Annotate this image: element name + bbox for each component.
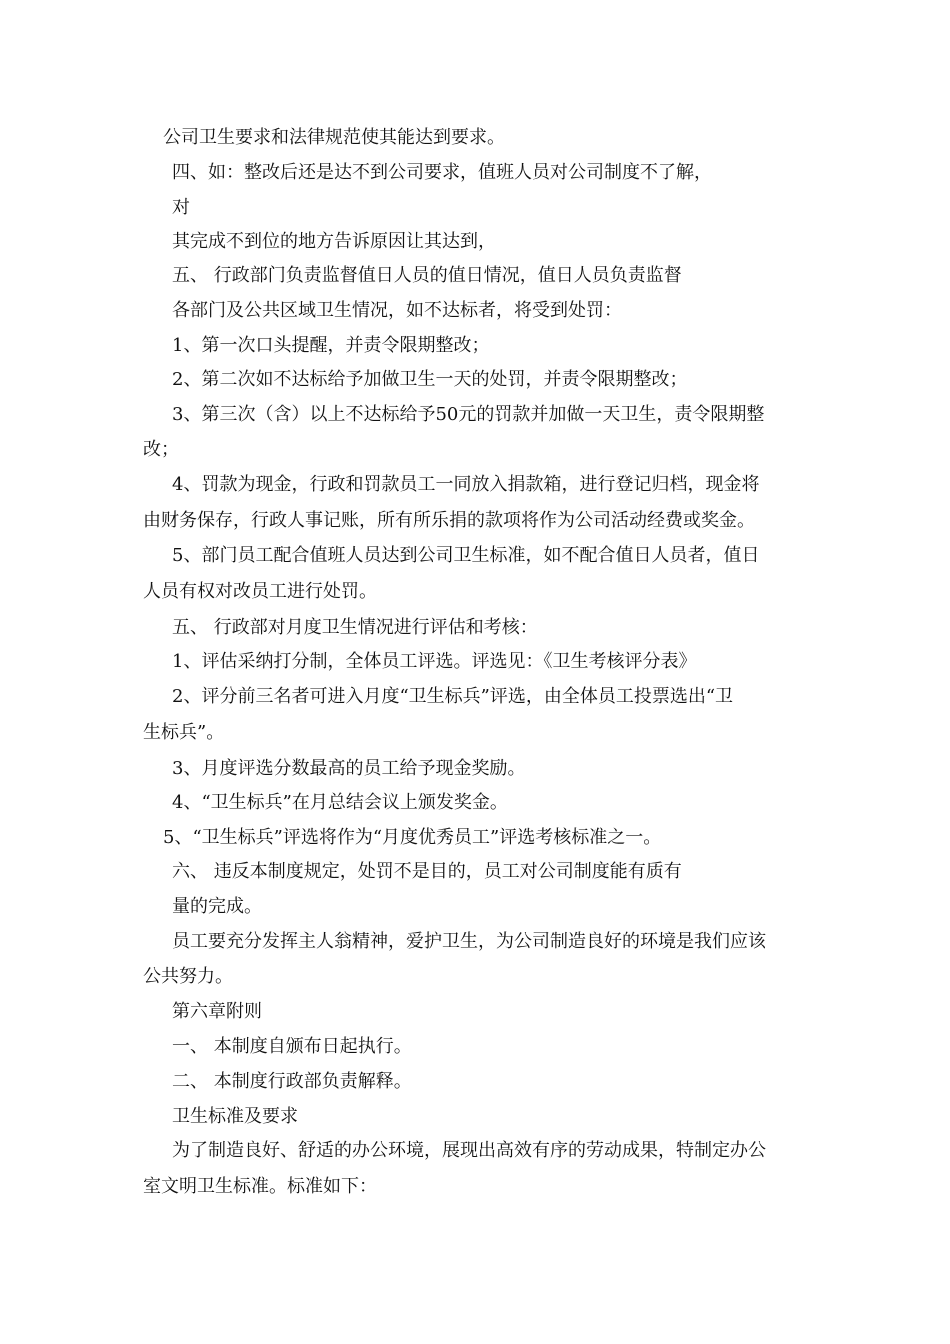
text-line: 室文明卫生标准。标准如下： xyxy=(143,1176,377,1197)
text-line: 四、如：整改后还是达不到公司要求，值班人员对公司制度不了解， xyxy=(172,162,712,183)
text-line: 五、 行政部门负责监督值日人员的值日情况，值日人员负责监督 xyxy=(172,265,682,286)
text-line: 3、第三次（含）以上不达标给予50元的罚款并加做一天卫生，责令限期整 xyxy=(172,404,765,425)
text-line: 人员有权对改员工进行处罚。 xyxy=(143,581,377,602)
text-line: 量的完成。 xyxy=(172,896,262,917)
text-line: 1、第一次口头提醒，并责令限期整改； xyxy=(172,335,490,356)
text-line: 公司卫生要求和法律规范使其能达到要求。 xyxy=(163,127,505,148)
text-line: 1、评估采纳打分制，全体员工评选。评选见：《卫生考核评分表》 xyxy=(172,651,697,672)
text-line: 改； xyxy=(143,439,179,460)
text-line: 员工要充分发挥主人翁精神，爱护卫生，为公司制造良好的环境是我们应该 xyxy=(172,931,766,952)
section-heading: 第六章附则 xyxy=(172,1001,262,1022)
text-line: 为了制造良好、舒适的办公环境，展现出高效有序的劳动成果，特制定办公 xyxy=(172,1140,766,1161)
text-line: 二、 本制度行政部负责解释。 xyxy=(172,1071,412,1092)
text-line: 4、“卫生标兵”在月总结会议上颁发奖金。 xyxy=(172,792,508,813)
text-line: 生标兵”。 xyxy=(143,722,225,743)
text-line: 各部门及公共区域卫生情况，如不达标者，将受到处罚： xyxy=(172,300,622,321)
text-line: 5、“卫生标兵”评选将作为“月度优秀员工”评选考核标准之一。 xyxy=(163,827,662,848)
text-line: 由财务保存，行政人事记账，所有所乐捐的款项将作为公司活动经费或奖金。 xyxy=(143,510,755,531)
text-line: 2、第二次如不达标给予加做卫生一天的处罚，并责令限期整改； xyxy=(172,369,688,390)
text-line: 4、罚款为现金，行政和罚款员工一同放入捐款箱，进行登记归档，现金将 xyxy=(172,474,760,495)
section-heading: 卫生标准及要求 xyxy=(172,1106,298,1127)
text-line: 3、月度评选分数最高的员工给予现金奖励。 xyxy=(172,758,526,779)
text-line: 5、部门员工配合值班人员达到公司卫生标准，如不配合值日人员者，值日 xyxy=(172,545,760,566)
text-line: 2、评分前三名者可进入月度“卫生标兵”评选，由全体员工投票选出“卫 xyxy=(172,686,734,707)
text-line: 其完成不到位的地方告诉原因让其达到， xyxy=(172,231,496,252)
text-line: 一、 本制度自颁布日起执行。 xyxy=(172,1036,412,1057)
text-line: 公共努力。 xyxy=(143,966,233,987)
text-line: 五、 行政部对月度卫生情况进行评估和考核： xyxy=(172,617,538,638)
text-line: 六、 违反本制度规定，处罚不是目的，员工对公司制度能有质有 xyxy=(172,861,682,882)
text-line: 对 xyxy=(172,197,190,218)
